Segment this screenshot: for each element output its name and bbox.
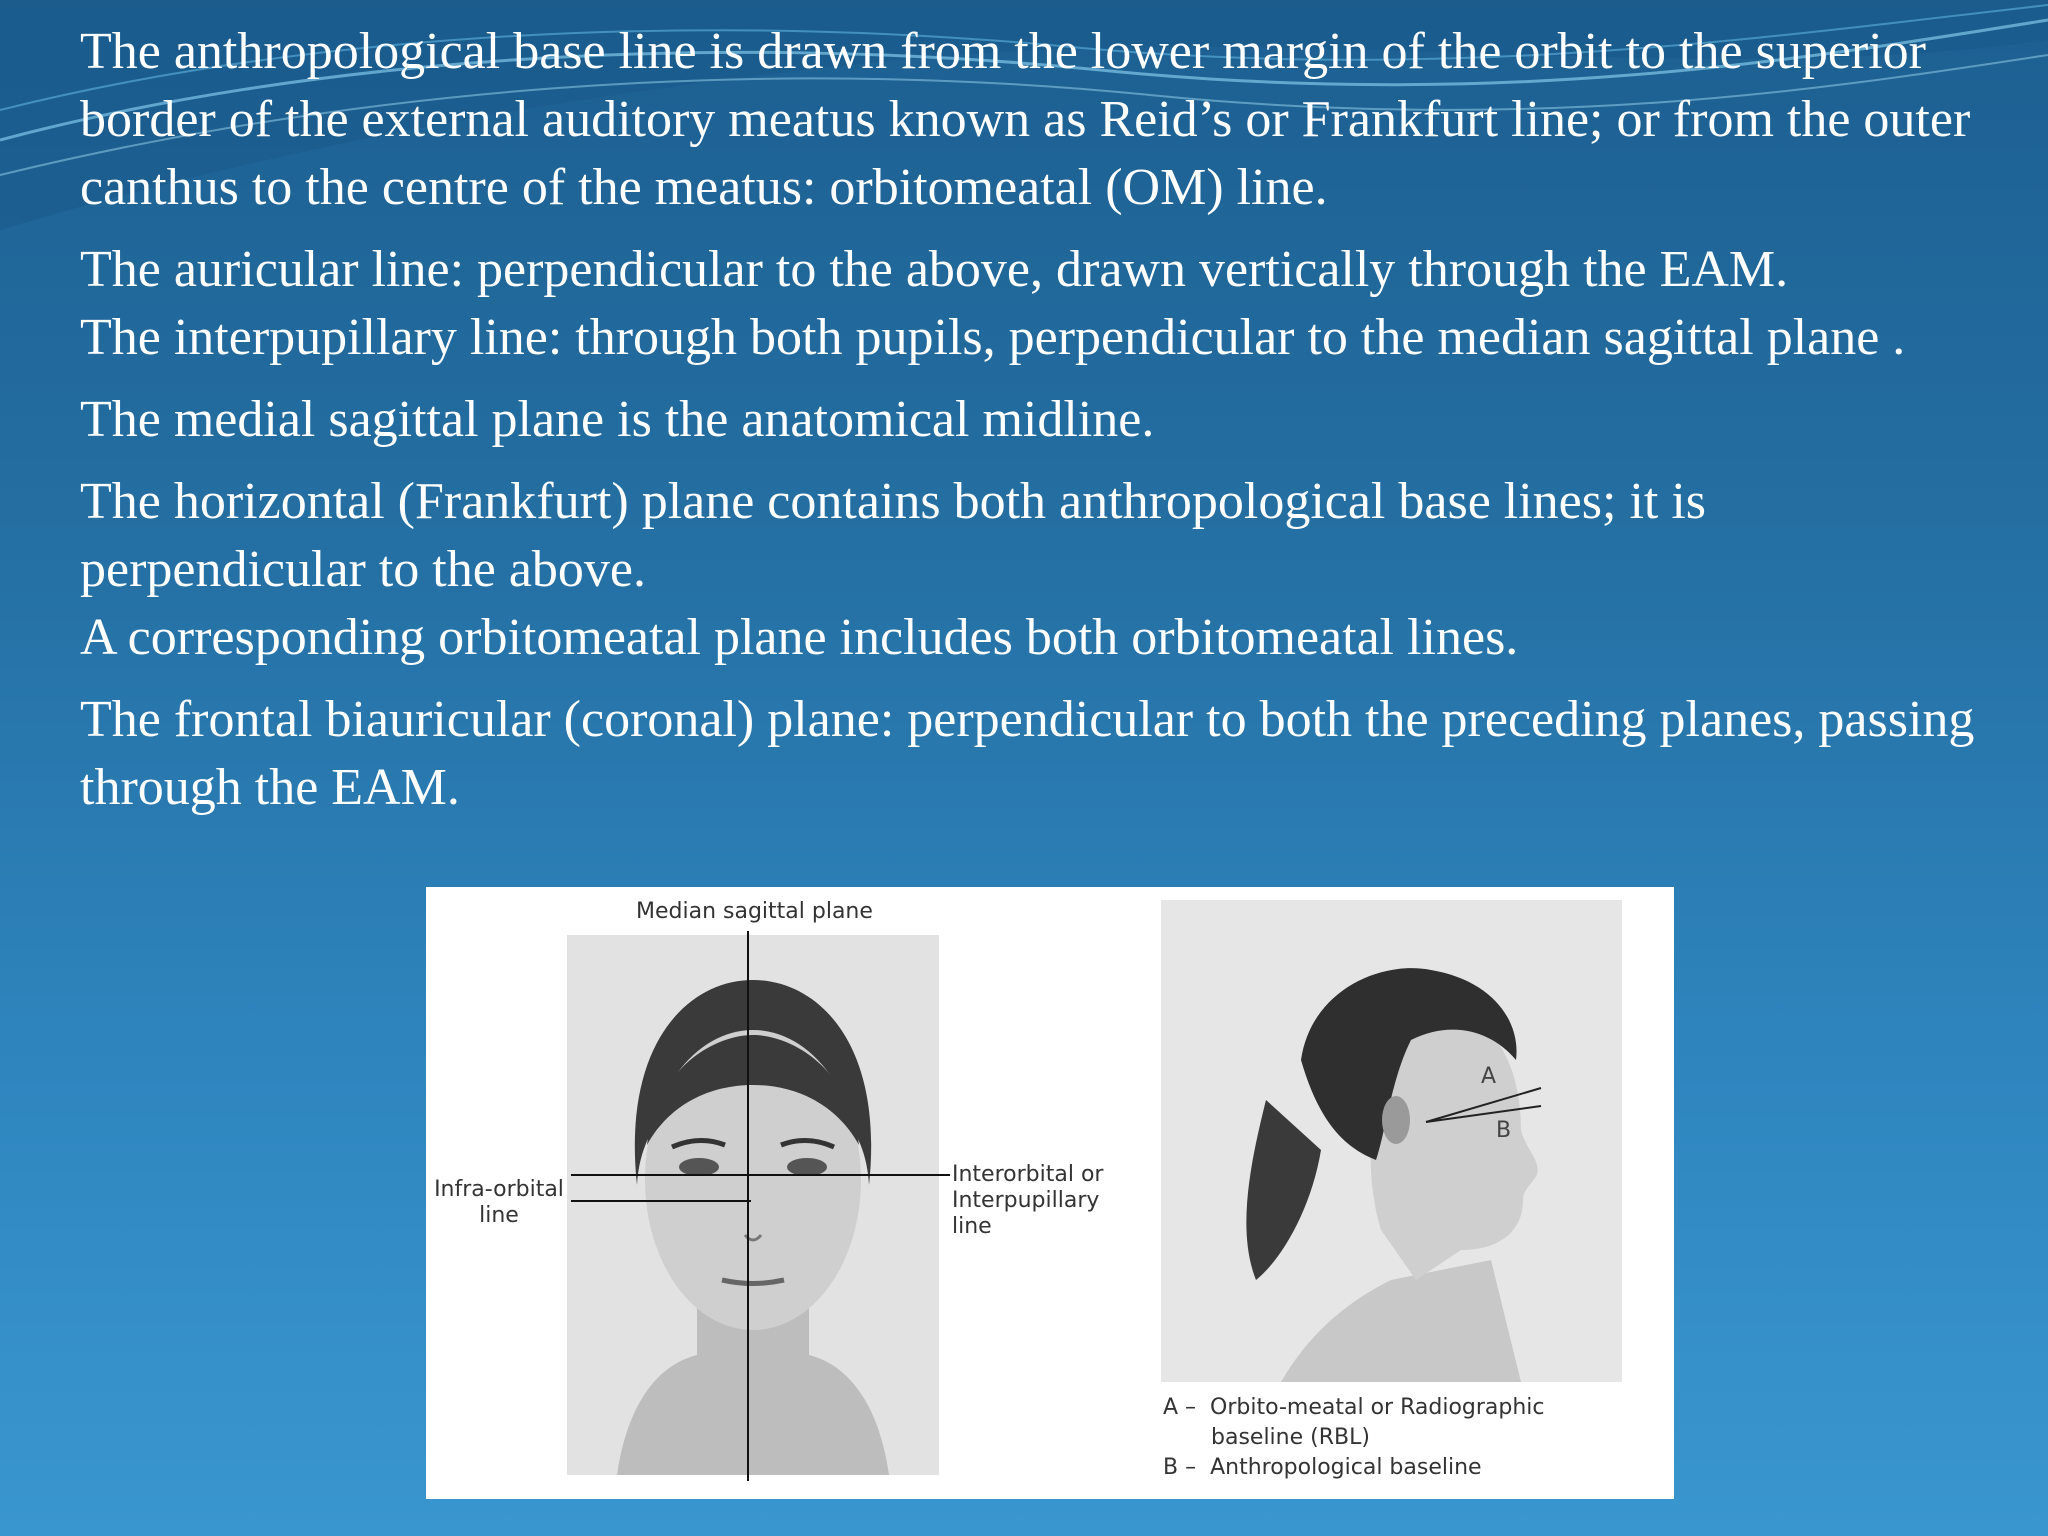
legend-item-b: B – Anthropological baseline — [1163, 1455, 1482, 1480]
label-b: B — [1496, 1118, 1512, 1143]
infra-orbital-label: Infra-orbital line — [434, 1177, 564, 1228]
paragraph-interpupillary-line: The interpupillary line: through both pupils, perpendicular to the median sagittal plane . — [80, 309, 1906, 366]
body-text — [80, 18, 1980, 836]
paragraph-medial-sagittal: The medial sagittal plane is the anatomical midline. — [80, 391, 1155, 448]
anatomy-figure — [426, 887, 1674, 1499]
paragraph-baseline: The anthropological base line is drawn from the lower margin of the orbit to the superior border of the external auditory meatus known as Reid’s or Frankfurt line; or from the outer canthus to the centre of the meatus: orbitomeatal (OM) line. — [80, 23, 1971, 216]
paragraph-orbitomeatal-plane: A corresponding orbitomeatal plane includes both orbitomeatal lines. — [80, 609, 1519, 666]
side-profile-illustration — [1161, 900, 1622, 1382]
median-sagittal-label: Median sagittal plane — [636, 899, 873, 924]
paragraph-auricular-line: The auricular line: perpendicular to the above, drawn vertically through the EAM. — [80, 241, 1789, 298]
label-a: A — [1481, 1064, 1497, 1089]
interorbital-label: Interorbital or Interpupillary line — [952, 1162, 1104, 1239]
figure-legend: A – Orbito-meatal or Radiographic baseline (RBL) B – Anthropological baseline — [1163, 1393, 1545, 1483]
paragraph-horizontal-plane: The horizontal (Frankfurt) plane contains both anthropological base lines; it is perpendicular to the above. — [80, 473, 1707, 598]
side-profile-photo — [1161, 900, 1622, 1382]
legend-item-a: A – Orbito-meatal or Radiographic — [1163, 1395, 1545, 1420]
paragraph-coronal-plane: The frontal biauricular (coronal) plane: perpendicular to both the preceding planes, passing through the EAM. — [80, 691, 1975, 816]
